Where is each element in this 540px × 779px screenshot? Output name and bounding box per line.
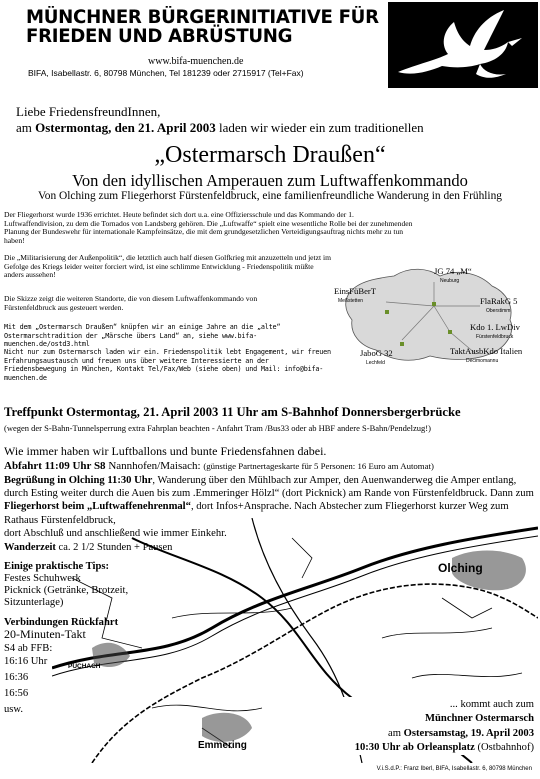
other-event-intro: ... kommt auch zum bbox=[449, 699, 534, 710]
label-jabog: JaboG 32 bbox=[360, 348, 393, 358]
walking-time: Wanderzeit ca. 2 1/2 Stunden + Pausen bbox=[4, 542, 173, 553]
intro-date: Ostermontag, den 21. April 2003 bbox=[35, 120, 216, 135]
tips-title: Einige praktische Tips: bbox=[4, 561, 109, 572]
paragraph-skizze: Die Skizze zeigt die weiteren Standorte, die von diesem Luftwaffenkommando von Fürstenfeldbruck aus gesteuert werden. bbox=[4, 294, 258, 312]
organization-title bbox=[26, 8, 389, 46]
label-jg74: JG 74 „M“ bbox=[434, 266, 472, 276]
footer-imprint: V.i.S.d.P.: Franz Iberl, BIFA, Isabellastr. 6, 80798 München bbox=[376, 766, 532, 772]
connection-item: 16:56 bbox=[4, 688, 29, 699]
label-jg74-sub: Neuburg bbox=[440, 278, 460, 284]
connection-item: S4 ab FFB: bbox=[4, 643, 53, 654]
label-taktaus: TaktAusbKdo Italien bbox=[450, 346, 523, 356]
label-flarakg-sub: Oberstimm bbox=[486, 308, 511, 314]
label-flarakg: FlaRakG 5 bbox=[480, 296, 518, 306]
label-taktaus-sub: Decimomannu bbox=[466, 358, 499, 364]
bavaria-sketch-map bbox=[330, 262, 538, 368]
greeting: Liebe FriedensfreundInnen, bbox=[16, 104, 161, 119]
paragraph-fliegerhorst: Der Fliegerhorst wurde 1936 errichtet. Heute befindet sich dort u.a. eine Offiziersschule und das Kommando der 1. Luftwaffendivision, zu dem die Tornados von Landsberg gehören. Die „Luftwaffe“ spielt eine wesentliche Rolle bei der zunehmenden Planung der Bundeswehr für internationale Kampfeinsätze, die mit dem grundgesetzlichen Verteidigungsauftrag nichts mehr zu tun haben! bbox=[4, 210, 413, 245]
notice-tradition: Mit dem „Ostermarsch Draußen“ knüpfen wir an einige Jahre an die „alte“ Ostermarschtradition der „Märsche übers Land“ an, siehe www.bifa-muenchen.de/ostd3.html bbox=[4, 323, 281, 349]
connection-item: usw. bbox=[4, 704, 24, 715]
map-label-emmering: Emmering bbox=[198, 740, 247, 751]
tips-item: Sitzunterlage) bbox=[4, 597, 64, 608]
other-event-date: am Ostersamstag, 19. April 2003 bbox=[388, 728, 534, 739]
other-event-title: Münchner Ostermarsch bbox=[425, 713, 534, 724]
other-event-start: 10:30 Uhr ab Orleansplatz (Ostbahnhof) bbox=[354, 742, 534, 753]
route-description: Von Olching zum Fliegerhorst Fürstenfeldbruck, eine familienfreundliche Wanderung in den Frühling bbox=[38, 190, 502, 202]
map-label-puchach: PUCHACH bbox=[68, 663, 101, 670]
route-details: Begrüßung in Olching 11:30 Uhr, Wanderung über den Mühlbach zur Amper, den Auenwanderweg die Amper entlang, durch Esting weiter durch die Auen bis zum .Emmeringer Hölzl“ (dort Picknick) am Rande von Fürstenfeldbruck. Dann zum Fliegerhorst beim „Luftwaffenehrenmal“, dort Infos+Ansprache. Nach Abstecher zum Fliegerhorst kurzer Weg zum Rathaus Fürstenfeldbruck, dort Abschluß und anschließend wie immer Einkehr. bbox=[4, 475, 534, 539]
connection-item: 16:16 Uhr bbox=[4, 656, 48, 667]
event-subtitle: Von den idyllischen Amperauen zum Luftwaffenkommando bbox=[72, 171, 468, 190]
organization-title-line1: MÜNCHNER BÜRGERINITIATIVE FÜR bbox=[26, 7, 379, 28]
balloons-note: Wie immer haben wir Luftballons und bunte Friedensfahnen dabei. bbox=[4, 444, 327, 458]
return-connections-title: Verbindungen Rückfahrt bbox=[4, 617, 119, 628]
label-kdo-sub: Fürstenfeldbruck bbox=[476, 334, 514, 340]
contact-address: BIFA, Isabellastr. 6, 80798 München, Tel 181239 oder 2715917 (Tel+Fax) bbox=[28, 68, 304, 78]
map-label-olching: Olching bbox=[438, 561, 483, 575]
departure-info: Abfahrt 11:09 Uhr S8 Nannhofen/Maisach: (günstige Partnertageskarte für 5 Personen: 16 Euro am Automat) bbox=[4, 460, 434, 472]
connection-item: 20-Minuten-Takt bbox=[4, 627, 86, 641]
notice-contact: Nicht nur zum Ostermarsch laden wir ein. Friedenspolitik lebt Engagement, wir freuen Erfahrungsaustausch und freuen uns über weitere Interessierte an der Friedensbewegung in München, Kontakt Tel/Fax/Web (siehe oben) und Mail: info@bifa-muenchen.de bbox=[4, 348, 331, 382]
peace-dove-logo bbox=[388, 2, 538, 88]
meeting-point: Treffpunkt Ostermontag, 21. April 2003 11 Uhr am S-Bahnhof Donnersbergerbrücke bbox=[4, 405, 461, 419]
tips-item: Festes Schuhwerk bbox=[4, 573, 81, 584]
tips-item: Picknick (Getränke, Brotzeit, bbox=[4, 585, 129, 596]
event-title: „Ostermarsch Draußen“ bbox=[154, 142, 386, 168]
organization-title-line2: FRIEDEN UND ABRÜSTUNG bbox=[26, 26, 293, 47]
website-link[interactable]: www.bifa-muenchen.de bbox=[148, 56, 244, 67]
meeting-note: (wegen der S-Bahn-Tunnelsperrung extra Fahrplan beachten - Anfahrt Tram /Bus33 oder ab HBF andere S-Bahn/Pendelzug!) bbox=[4, 423, 431, 433]
intro-line: am Ostermontag, den 21. April 2003 laden wir wieder ein zum traditionellen bbox=[16, 120, 424, 135]
label-kdo: Kdo 1. LwDiv bbox=[470, 322, 520, 332]
connection-item: 16:36 bbox=[4, 672, 29, 683]
label-jabog-sub: Lechfeld bbox=[366, 360, 385, 366]
label-einsfubert: EinsFüBerT bbox=[334, 286, 377, 296]
label-einsfubert-sub: Meßstetten bbox=[338, 298, 364, 304]
paragraph-militarisierung: Die „Militarisierung der Außenpolitik“, die letztlich auch half diesen Golfkrieg mit anzuzetteln und jetzt im Gefolge des Kriegs leider weiter forciert wird, ist eine schlimme Entwicklung - Friedenspolitik müßte anders aussehen! bbox=[4, 253, 332, 280]
